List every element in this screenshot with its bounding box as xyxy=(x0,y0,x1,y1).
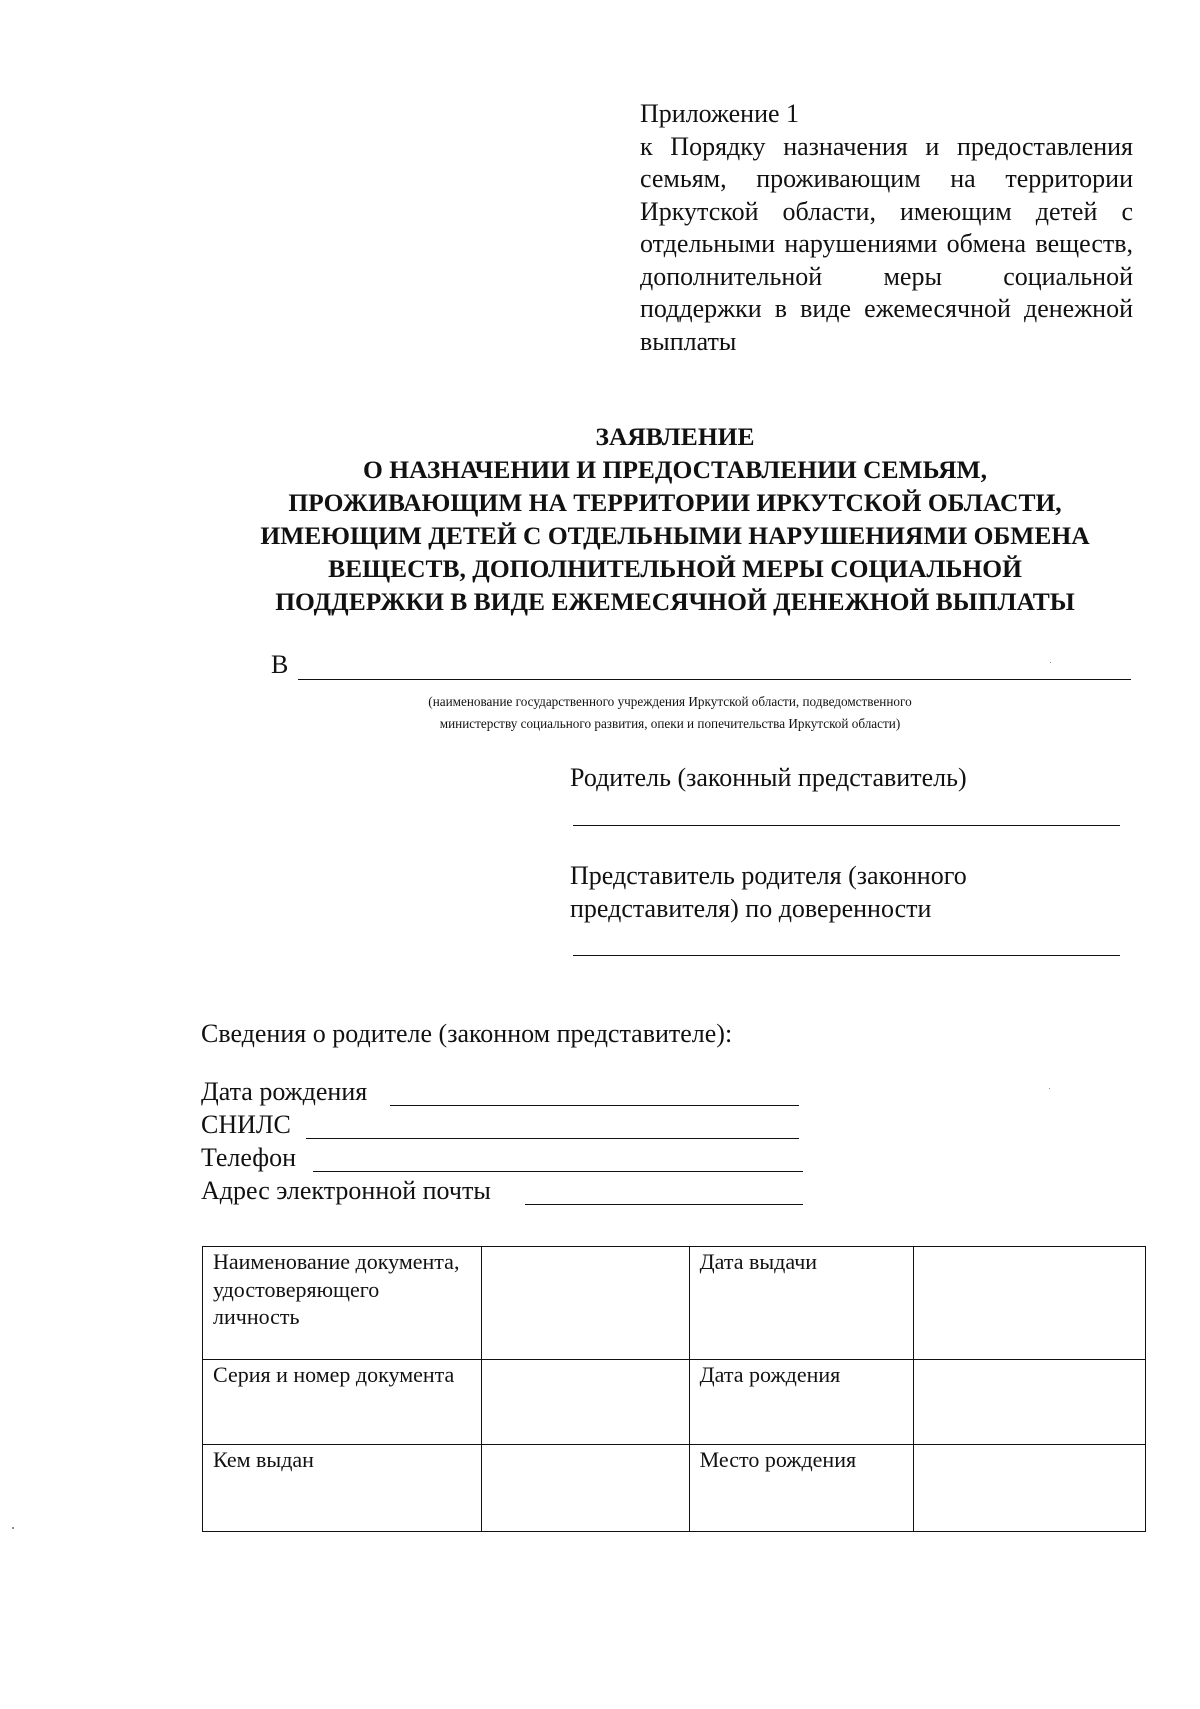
table-cell-input[interactable] xyxy=(913,1247,1145,1360)
table-cell-input[interactable] xyxy=(482,1445,690,1532)
table-row xyxy=(203,1445,1146,1532)
recipient-hint-line: (наименование государственного учреждения Иркутской области, подведомственного xyxy=(428,694,912,709)
appendix-number: Приложение 1 xyxy=(640,99,800,128)
title-line: ВЕЩЕСТВ, ДОПОЛНИТЕЛЬНОЙ МЕРЫ СОЦИАЛЬНОЙ xyxy=(328,554,1022,583)
table-cell-input[interactable] xyxy=(913,1445,1145,1532)
representative-label: Представитель родителя (законного представителя) по доверенности xyxy=(570,861,967,923)
table-cell-label: Дата рождения xyxy=(689,1360,913,1445)
table-cell-label: Наименование документа, удостоверяющего личность xyxy=(203,1247,482,1360)
representative-input-line[interactable] xyxy=(573,955,1120,956)
title-line: ПОДДЕРЖКИ В ВИДЕ ЕЖЕМЕСЯЧНОЙ ДЕНЕЖНОЙ ВЫПЛАТЫ xyxy=(275,587,1075,616)
recipient-label: В xyxy=(271,650,289,679)
parent-input-line[interactable] xyxy=(573,825,1120,826)
snils-label: СНИЛС xyxy=(201,1110,291,1139)
table-row xyxy=(203,1360,1146,1445)
appendix-header xyxy=(640,98,1133,358)
document-title xyxy=(180,420,1170,618)
scan-speck xyxy=(12,1527,14,1529)
phone-label: Телефон xyxy=(201,1143,297,1172)
birth-date-input-line[interactable] xyxy=(390,1105,799,1106)
table-cell-input[interactable] xyxy=(482,1360,690,1445)
scan-speck xyxy=(1049,1088,1050,1089)
appendix-text: к Порядку назначения и предоставления семьям, проживающим на территории Иркутской области, имеющим детей с отдельными нарушениями обмена веществ, дополнительной меры социальной поддержки в виде ежемесячной денежной выплаты xyxy=(640,131,1133,356)
table-cell-input[interactable] xyxy=(913,1360,1145,1445)
table-row xyxy=(203,1247,1146,1360)
birth-date-label: Дата рождения xyxy=(201,1077,368,1106)
recipient-hint xyxy=(340,691,1000,735)
table-cell-label: Кем выдан xyxy=(203,1445,482,1532)
table-cell-label: Дата выдачи xyxy=(689,1247,913,1360)
table-cell-label: Место рождения xyxy=(689,1445,913,1532)
email-input-line[interactable] xyxy=(525,1204,803,1205)
parent-info-heading: Сведения о родителе (законном представителе): xyxy=(201,1019,733,1048)
recipient-hint-line: министерству социального развития, опеки и попечительства Иркутской области) xyxy=(439,716,901,731)
title-line: ИМЕЮЩИМ ДЕТЕЙ С ОТДЕЛЬНЫМИ НАРУШЕНИЯМИ ОБМЕНА xyxy=(260,521,1090,550)
table-cell-label: Серия и номер документа xyxy=(203,1360,482,1445)
scan-speck xyxy=(1050,662,1051,663)
phone-input-line[interactable] xyxy=(313,1171,803,1172)
snils-input-line[interactable] xyxy=(306,1138,799,1139)
parent-label: Родитель (законный представитель) xyxy=(570,763,967,792)
title-line: О НАЗНАЧЕНИИ И ПРЕДОСТАВЛЕНИИ СЕМЬЯМ, xyxy=(363,455,987,484)
title-line: ЗАЯВЛЕНИЕ xyxy=(595,422,755,451)
identity-document-table xyxy=(202,1246,1146,1532)
recipient-input-line[interactable] xyxy=(298,679,1131,680)
email-label: Адрес электронной почты xyxy=(201,1176,491,1205)
title-line: ПРОЖИВАЮЩИМ НА ТЕРРИТОРИИ ИРКУТСКОЙ ОБЛАСТИ, xyxy=(288,488,1062,517)
table-cell-input[interactable] xyxy=(482,1247,690,1360)
